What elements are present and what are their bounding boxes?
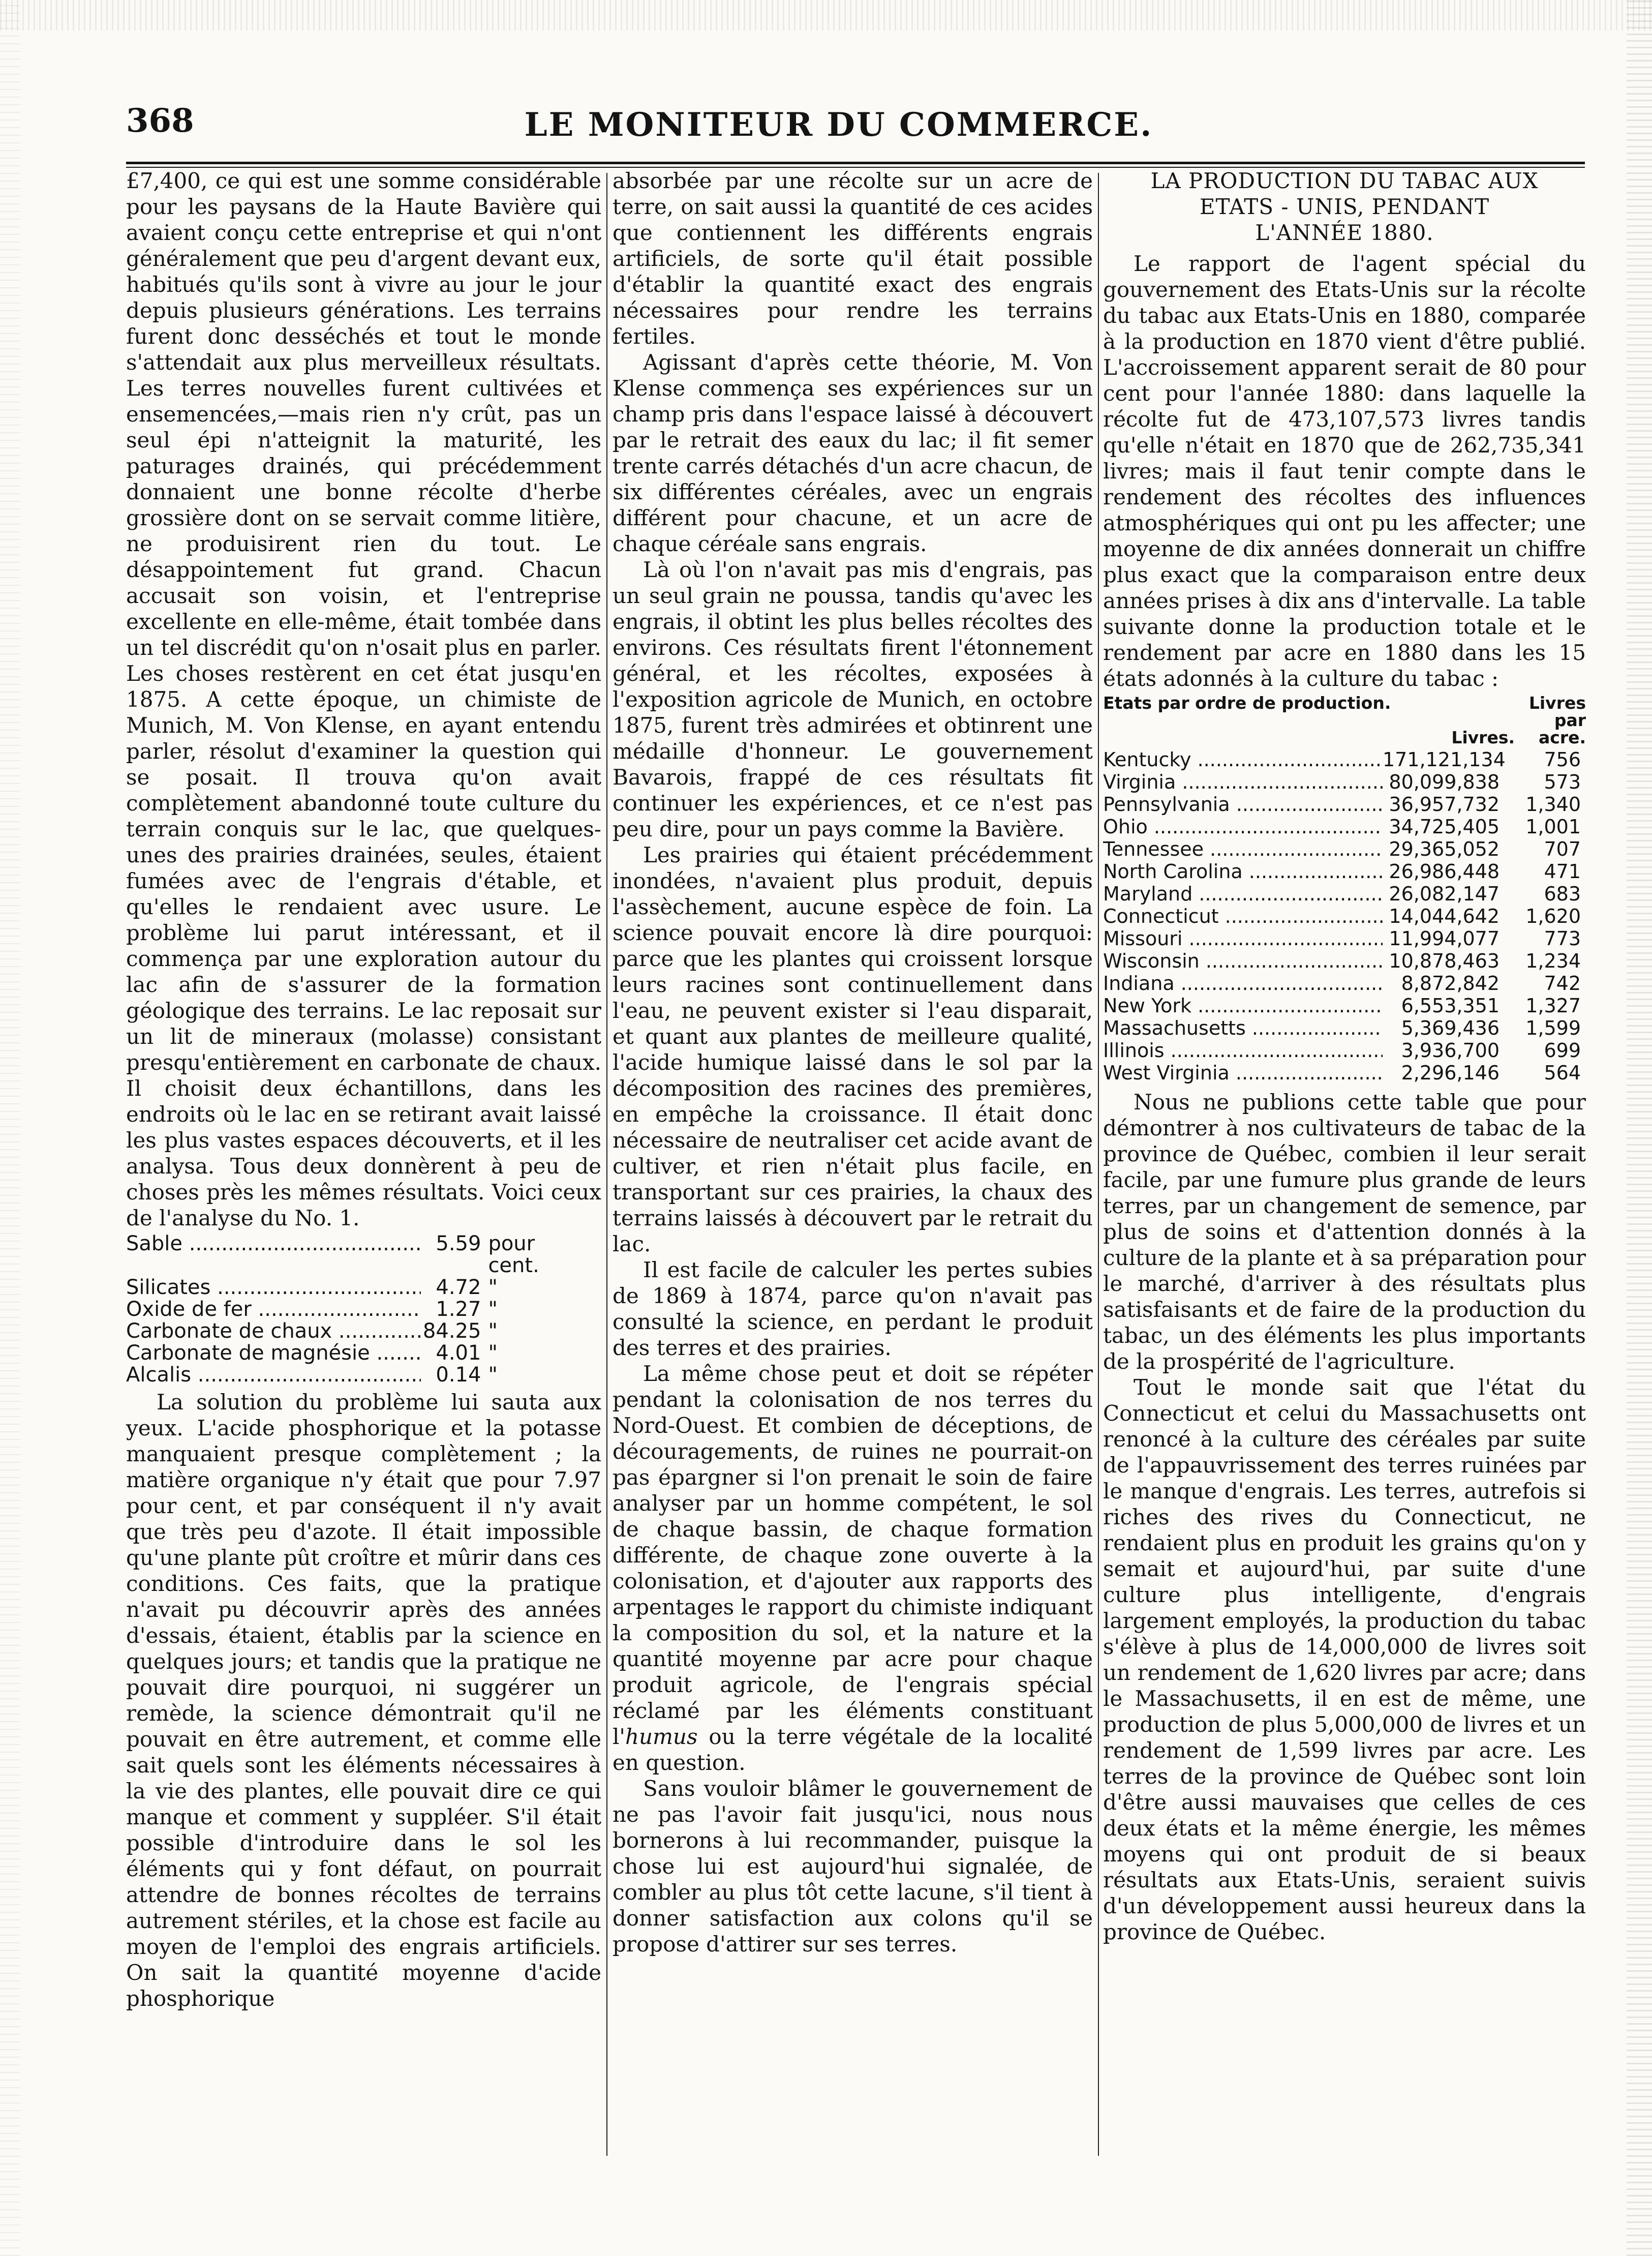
- state-name: North Carolina .....: [1103, 860, 1383, 883]
- state-pounds: 14,044,642: [1389, 905, 1500, 927]
- analysis-name: Silicates .....: [126, 1277, 421, 1299]
- article-title-line: L'ANNÉE 1880.: [1255, 220, 1434, 245]
- paragraph: £7,400, ce qui est une somme considérable pour les paysans de la Haute Bavière qui avaient conçu cette entreprise et qui n'ont généralement que peu d'argent devant eux, habitués qu'ils sont à vivre au jour le jour depuis plusieurs générations. Les terrains furent donc desséchés et tout le monde s'attendait aux plus merveilleux résultats. Les terres nouvelles furent cultivées et ensemencées,—mais rien n'y crût, pas un seul épi n'atteignit la maturité, les paturages drainés, qui précédemment donnaient une bonne récolte d'herbe grossière dont on se servait comme litière, ne produisirent rien du tout. Le désappointement fut grand. Chacun accusait son voisin, et l'entreprise excellente en elle-même, était tombée dans un tel discrédit qu'on n'osait plus en parler. Les choses restèrent en cet état jusqu'en 1875. A cette époque, un chimiste de Munich, M. Von Klense, en ayant entendu parler, résolut d'examiner la question qui se posait. Il trouva qu'on avait complètement abandonné toute culture du terrain conquis sur le lac, que quelques-unes des prairies drainées, seules, étaient fumées avec de l'engrais d'étable, et qu'elles le rendaient avec usure. Le problème lui parut intéressant, et il commença par une exploration autour du lac afin de s'assurer de la formation géologique des terrains. Le lac reposait sur un lit de mineraux (molasse) consistant presqu'entièrement en carbonate de chaux. Il choisit deux échantillons, dans les endroits où le lac en se retirant avait laissé les plus vastes espaces découverts, et il les analysa. Tous deux donnèrent à peu de choses près les mêmes résultats. Voici ceux de l'analyse du No. 1.: [126, 168, 601, 1230]
- analysis-name: Carbonate de chaux .....: [126, 1320, 421, 1342]
- state-per-acre: 471: [1544, 860, 1581, 883]
- table-row: [1103, 1017, 1586, 1039]
- column-2: [613, 168, 1093, 1957]
- table-row: [1103, 883, 1586, 905]
- paragraph: La solution du problème lui sauta aux yeux. L'acide phosphorique et la potasse manquaient presque complètement ; la matière organique n'y était que pour 7.97 pour cent, et par conséquent il n'y avait que très peu d'azote. Il était impossible qu'une plante pût croître et mûrir dans ces conditions. Ces faits, que la pratique n'avait pu découvrir après des années d'essais, étaient, établis par la science en quelques jours; et tandis que la pratique ne pouvait dire pourquoi, ni suggérer un remède, la science démontrait qu'il ne pouvait en être autrement, et comme elle sait quels sont les éléments nécessaires à la vie des plantes, elle pouvait dire ce qui manque et comment y suppléer. S'il était possible d'introduire dans le sol les éléments qui y font défaut, on pourrait attendre de bonnes récoltes de terrains autrement stériles, et la chose est facile au moyen de l'emploi des engrais artificiels. On sait la quantité moyenne d'acide phosphorique: [126, 1390, 601, 2011]
- analysis-row: [126, 1277, 563, 1299]
- state-pounds: 171,121,134: [1383, 748, 1506, 771]
- emphasis-humus: humus: [625, 1724, 698, 1749]
- analysis-name: Sable .....: [126, 1233, 421, 1277]
- state-pounds: 10,878,463: [1389, 950, 1500, 972]
- paragraph: Là où l'on n'avait pas mis d'engrais, pas un seul grain ne poussa, tandis qu'avec les engrais, il obtint les plus belles récoltes des environs. Ces résultats firent l'étonnement général, et les récoltes, exposées à l'exposition agricole de Munich, en octobre 1875, furent très admirées et obtinrent une médaille d'honneur. Le gouvernement Bavarois, frappé de ces résultats fit continuer les expériences, et ce n'est pas peu dire, pour un pays comme la Bavière.: [613, 557, 1093, 841]
- paragraph: Tout le monde sait que l'état du Connecticut et celui du Massachusetts ont renoncé à la culture des céréales par suite de l'appauvrissement des terres ruinées par le manque d'engrais. Les terres, autrefois si riches des rives du Connecticut, ne rendaient plus en produit les grains qu'on y semait et aujourd'hui, par suite d'une culture plus intelligente, d'engrais largement employés, la production du tabac s'élève à plus de 14,000,000 de livres soit un rendement de 1,620 livres par acre; dans le Massachusetts, il en est de même, une production de plus 5,000,000 de livres et un rendement de 1,599 livres par acre. Les terres de la province de Québec sont loin d'être aussi mauvaises que celles de ces deux états et la même énergie, les mêmes moyens qui ont produit de si beaux résultats aux Etats-Unis, seraient suivis d'un développement aussi heureux dans la province de Québec.: [1103, 1375, 1586, 1944]
- state-pounds: 36,957,732: [1389, 793, 1500, 816]
- table-body: [1103, 748, 1586, 1084]
- state-name: Illinois .....: [1103, 1039, 1383, 1062]
- analysis-row: [126, 1299, 563, 1320]
- analysis-value: 84.25: [422, 1319, 481, 1343]
- state-name: Maryland .....: [1103, 883, 1383, 905]
- state-name: Kentucky .....: [1103, 748, 1383, 771]
- analysis-row: [126, 1233, 563, 1277]
- state-name: Wisconsin .....: [1103, 950, 1383, 972]
- table-row: [1103, 1062, 1586, 1084]
- column-3: [1103, 168, 1586, 1945]
- page-number: 368: [126, 102, 194, 140]
- article-title: [1103, 168, 1586, 246]
- state-per-acre: 756: [1544, 748, 1581, 771]
- paragraph: Nous ne publions cette table que pour démontrer à nos cultivateurs de tabac de la province de Québec, combien il leur serait facile, par une fumure plus grande de leurs terres, par un changement de semence, par plus de soins et d'attention donnés à la culture de la plante et à sa préparation pour le marché, d'arriver à des résultats plus satisfaisants et de faire de la production du tabac, un des éléments les plus importants de la prospérité de l'agriculture.: [1103, 1090, 1586, 1374]
- article-title-line: ETATS - UNIS, PENDANT: [1199, 194, 1490, 219]
- state-pounds: 8,872,842: [1401, 972, 1500, 995]
- analysis-unit: ": [488, 1298, 498, 1321]
- state-pounds: 5,369,436: [1401, 1017, 1500, 1039]
- state-per-acre: 1,620: [1525, 905, 1581, 927]
- state-name: West Virginia .....: [1103, 1062, 1383, 1084]
- state-per-acre: 1,599: [1525, 1017, 1581, 1039]
- table-row: [1103, 816, 1586, 838]
- state-pounds: 26,986,448: [1389, 860, 1500, 883]
- table-row: [1103, 995, 1586, 1017]
- state-name: Connecticut .....: [1103, 905, 1383, 927]
- state-pounds: 80,099,838: [1389, 771, 1500, 793]
- state-per-acre: 707: [1544, 838, 1581, 860]
- column-divider: [606, 173, 607, 2156]
- paragraph: Le rapport de l'agent spécial du gouvernement des Etats-Unis sur la récolte du tabac aux Etats-Unis en 1880, comparée à la production en 1870 vient d'être publié. L'accroissement apparent serait de 80 pour cent pour l'année 1880: dans laquelle la récolte fut de 473,107,573 livres tandis qu'elle n'était en 1870 que de 262,735,341 livres; mais il faut tenir compte dans le rendement des récoltes des influences atmosphériques qui ont pu les affecter; une moyenne de dix années donnerait un chiffre plus exact que la comparaison entre deux années prises à dix ans d'intervalle. La table suivante donne la production totale et le rendement par acre en 1880 dans les 15 états adonnés à la culture du tabac :: [1103, 251, 1586, 691]
- table-row: [1103, 972, 1586, 995]
- analysis-name: Oxide de fer .....: [126, 1299, 421, 1320]
- state-pounds: 34,725,405: [1389, 816, 1500, 838]
- header-per-acre: Livres par acre.: [1528, 693, 1586, 747]
- table-row: [1103, 905, 1586, 927]
- scan-noise-left: [0, 0, 20, 2256]
- state-name: Missouri .....: [1103, 927, 1383, 950]
- paragraph: Sans vouloir blâmer le gouvernement de ne pas l'avoir fait jusqu'ici, nous nous bornerons à lui recommander, puisque la chose lui est aujourd'hui signalée, de combler au plus tôt cette lacune, s'il tient à donner satisfaction aux colons qu'il se propose d'attirer sur ses terres.: [613, 1776, 1093, 1957]
- table-row: [1103, 927, 1586, 950]
- analysis-row: [126, 1364, 563, 1386]
- paragraph: Il est facile de calculer les pertes subies de 1869 à 1874, parce qu'on n'avait pas consulté la science, en perdant le produit des terres et des prairies.: [613, 1257, 1093, 1360]
- state-name: Virginia .....: [1103, 771, 1383, 793]
- state-per-acre: 1,234: [1525, 950, 1581, 972]
- state-name: Massachusetts .....: [1103, 1017, 1383, 1039]
- state-name: Ohio .....: [1103, 816, 1383, 838]
- paragraph: absorbée par une récolte sur un acre de terre, on sait aussi la quantité de ces acides que contiennent les différents engrais artificiels, de sorte qu'il était possible d'établir la quantité exact des engrais nécessaires pour rendre les terrains fertiles.: [613, 168, 1093, 349]
- state-per-acre: 742: [1544, 972, 1581, 995]
- state-pounds: 6,553,351: [1401, 995, 1500, 1017]
- table-row: [1103, 1039, 1586, 1062]
- state-pounds: 26,082,147: [1389, 883, 1500, 905]
- paragraph: Les prairies qui étaient précédemment inondées, n'avaient plus produit, depuis l'assèchement, aucune espèce de foin. La science pouvait encore là dire pourquoi: parce que les plantes qui croissent lorsque leurs racines sont continuellement dans l'eau, ne peuvent exister si l'eau disparait, et quant aux plantes de meilleure qualité, l'acide humique laissé dans le sol par la décomposition des racines des premières, en empêche la croissance. Il était donc nécessaire de neutraliser cet acide avant de cultiver, et rien n'était plus facile, en transportant sur ces prairies, la chaux des terrains laissés à découvert par le retrait du lac.: [613, 843, 1093, 1256]
- state-name: New York .....: [1103, 995, 1383, 1017]
- state-name: Pennsylvania .....: [1103, 793, 1383, 816]
- table-row: [1103, 748, 1586, 771]
- header-pounds: Livres.: [1451, 728, 1515, 747]
- state-pounds: 11,994,077: [1389, 927, 1500, 950]
- state-pounds: 29,365,052: [1389, 838, 1500, 860]
- analysis-name: Carbonate de magnésie .....: [126, 1342, 421, 1364]
- analysis-value: 0.14: [436, 1363, 481, 1387]
- table-row: [1103, 860, 1586, 883]
- paragraph: [613, 1361, 1093, 1776]
- state-per-acre: 683: [1544, 883, 1581, 905]
- analysis-table: [126, 1233, 563, 1386]
- table-row: [1103, 950, 1586, 972]
- analysis-unit: ": [488, 1319, 498, 1343]
- paragraph: Agissant d'après cette théorie, M. Von Klense commença ses expériences sur un champ pris dans l'espace laissé à découvert par le retrait des eaux du lac; il fit semer trente carrés détachés d'un acre chacun, de six différentes céréales, avec un engrais différent pour chacune, et un acre de chaque céréale sans engrais.: [613, 350, 1093, 556]
- state-per-acre: 773: [1544, 927, 1581, 950]
- state-per-acre: 564: [1544, 1062, 1581, 1084]
- state-per-acre: 573: [1544, 771, 1581, 793]
- table-row: [1103, 793, 1586, 816]
- article-title-line: LA PRODUCTION DU TABAC AUX: [1150, 168, 1539, 193]
- scan-noise-right: [1627, 0, 1652, 2256]
- analysis-value: 4.72: [436, 1276, 481, 1299]
- header-rule: [126, 162, 1585, 164]
- state-per-acre: 699: [1544, 1039, 1581, 1062]
- table-header: [1103, 695, 1586, 746]
- column-1: [126, 168, 601, 2011]
- state-name: Tennessee .....: [1103, 838, 1383, 860]
- analysis-value: 4.01: [436, 1341, 481, 1365]
- analysis-value: 1.27: [436, 1298, 481, 1321]
- state-per-acre: 1,327: [1525, 995, 1581, 1017]
- paragraph-text: ou la terre végétale de la localité en question.: [613, 1724, 1093, 1775]
- analysis-row: [126, 1342, 563, 1364]
- state-per-acre: 1,001: [1525, 816, 1581, 838]
- tobacco-table: [1103, 695, 1586, 1084]
- scan-noise-top: [0, 0, 1652, 31]
- table-row: [1103, 771, 1586, 793]
- analysis-row: [126, 1320, 563, 1342]
- analysis-unit: ": [488, 1276, 498, 1299]
- analysis-name: Alcalis .....: [126, 1364, 421, 1386]
- state-pounds: 2,296,146: [1401, 1062, 1500, 1084]
- state-per-acre: 1,340: [1525, 793, 1581, 816]
- analysis-unit: pour cent.: [488, 1232, 539, 1277]
- masthead: LE MONITEUR DU COMMERCE.: [524, 106, 1153, 144]
- analysis-value: 5.59: [436, 1232, 481, 1255]
- analysis-unit: ": [488, 1341, 498, 1365]
- table-row: [1103, 838, 1586, 860]
- state-pounds: 3,936,700: [1401, 1039, 1500, 1062]
- state-name: Indiana .....: [1103, 972, 1383, 995]
- analysis-unit: ": [488, 1363, 498, 1387]
- header-state: Etats par ordre de production.: [1103, 693, 1391, 713]
- column-divider: [1098, 173, 1099, 2156]
- paragraph-text: La même chose peut et doit se répéter pendant la colonisation de nos terres du Nord-Ouest. Et combien de déceptions, de découragements, de ruines ne pourrait-on pas épargner si l'on prenait le soin de faire analyser par un homme compétent, le sol de chaque bassin, de chaque formation différente, de chaque zone ouverte à la colonisation, et d'ajouter aux rapports des arpentages le rapport du chimiste indiquant la composition du sol, et la nature et la quantité moyenne par acre pour chaque produit agricole, de l'engrais spécial réclamé par les éléments constituant l': [613, 1361, 1093, 1749]
